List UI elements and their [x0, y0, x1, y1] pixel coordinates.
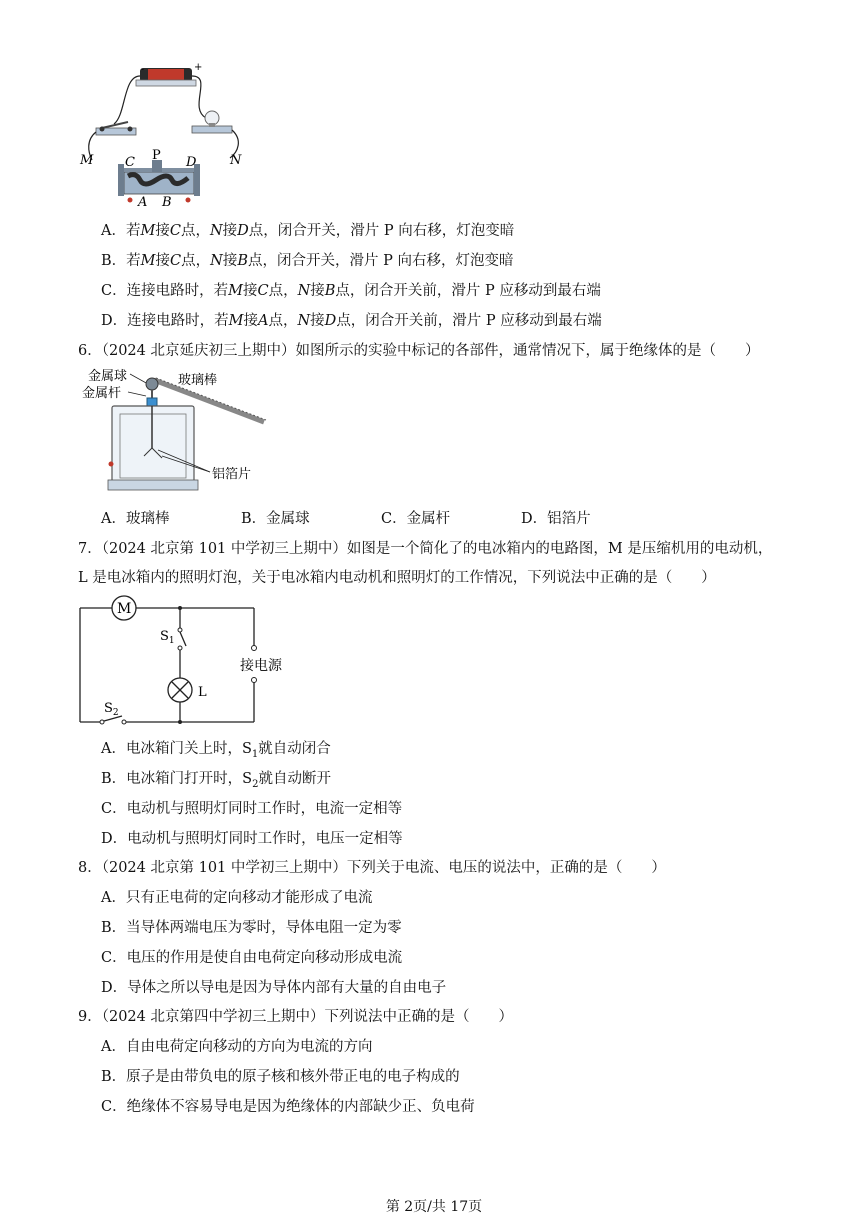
q6-option-a[interactable]: A．玻璃棒	[101, 511, 170, 527]
q9-option-c[interactable]: C．绝缘体不容易导电是因为绝缘体的内部缺少正、负电荷	[101, 1099, 475, 1115]
metal-ball-icon	[146, 378, 158, 390]
q8-option-c[interactable]: C．电压的作用是使自由电荷定向移动形成电流	[101, 950, 403, 966]
q7-stem-line1: 7．（2024 北京第 101 中学初三上期中）如图是一个简化了的电冰箱内的电路图，M 是压缩机用的电动机，	[78, 541, 773, 557]
q6-options	[101, 507, 661, 528]
q7-stem-line2: L 是电冰箱内的照明灯泡，关于电冰箱内电动机和照明灯的工作情况，下列说法中正确的是（ ）	[78, 570, 716, 586]
label-s2: $S_2$	[104, 701, 119, 718]
q7-option-d[interactable]: D．电动机与照明灯同时工作时，电压一定相等	[101, 831, 403, 847]
label-motor: M	[117, 601, 132, 617]
q8-option-b[interactable]: B．当导体两端电压为零时，导体电阻一定为零	[101, 920, 402, 936]
label-c: C	[125, 155, 135, 170]
q5-option-a[interactable]: A．若M接C点，N接D点，闭合开关，滑片 P 向右移，灯泡变暗	[101, 223, 515, 239]
battery-plus-label: +	[194, 62, 203, 73]
label-n: N	[230, 153, 242, 168]
q6-stem: 6．（2024 北京延庆初三上期中）如图所示的实验中标记的各部件，通常情况下，属于绝缘体的是（ ）	[78, 343, 760, 359]
q8-option-d[interactable]: D．导体之所以导电是因为导体内部有大量的自由电子	[101, 980, 447, 996]
glass-jar-icon	[112, 406, 194, 482]
label-s1: $S_1$	[160, 629, 175, 646]
q6-option-c[interactable]: C．金属杆	[381, 511, 451, 527]
q9-option-b[interactable]: B．原子是由带负电的原子核和核外带正电的电子构成的	[101, 1069, 460, 1085]
label-p: P	[152, 148, 161, 163]
label-power: 接电源	[240, 658, 282, 674]
label-m: M	[80, 153, 94, 168]
label-lamp: L	[198, 685, 207, 700]
label-metal-ball: 金属球	[88, 369, 128, 384]
bulb-icon	[192, 111, 232, 133]
label-a: A	[138, 195, 148, 210]
q9-stem: 9．（2024 北京第四中学初三上期中）下列说法中正确的是（ ）	[78, 1009, 513, 1025]
label-glass-rod: 玻璃棒	[178, 373, 218, 388]
q9-option-a[interactable]: A．自由电荷定向移动的方向为电流的方向	[101, 1039, 373, 1055]
switch-s1-icon	[180, 632, 186, 646]
fridge-circuit-figure	[76, 592, 296, 732]
label-b: B	[162, 195, 172, 210]
q5-option-d[interactable]: D．连接电路时，若M接A点，N接D点，闭合开关前，滑片 P 应移动到最右端	[101, 313, 602, 329]
q5-option-b[interactable]: B．若M接C点，N接B点，闭合开关，滑片 P 向右移，灯泡变暗	[101, 253, 514, 269]
rheostat-circuit-figure	[78, 60, 258, 210]
page-footer: 第 2页/共 17页	[385, 1199, 483, 1215]
q6-option-d[interactable]: D．铝箔片	[521, 511, 591, 527]
label-d: D	[186, 155, 197, 170]
q7-option-b[interactable]: B．电冰箱门打开时，$S_2$就自动断开	[101, 771, 331, 790]
switch-icon	[96, 122, 136, 135]
q7-option-a[interactable]: A．电冰箱门关上时，$S_1$就自动闭合	[101, 741, 331, 760]
label-foil: 铝箔片	[212, 467, 252, 482]
label-metal-rod: 金属杆	[82, 386, 122, 401]
electroscope-figure	[78, 364, 278, 500]
q5-option-c[interactable]: C．连接电路时，若M接C点，N接B点，闭合开关前，滑片 P 应移动到最右端	[101, 283, 601, 299]
q6-option-b[interactable]: B．金属球	[241, 511, 310, 527]
q8-stem: 8．（2024 北京第 101 中学初三上期中）下列关于电流、电压的说法中，正确的是（ ）	[78, 860, 666, 876]
q8-option-a[interactable]: A．只有正电荷的定向移动才能形成了电流	[101, 890, 373, 906]
q7-option-c[interactable]: C．电动机与照明灯同时工作时，电流一定相等	[101, 801, 403, 817]
battery-minus-label: -	[141, 65, 145, 75]
